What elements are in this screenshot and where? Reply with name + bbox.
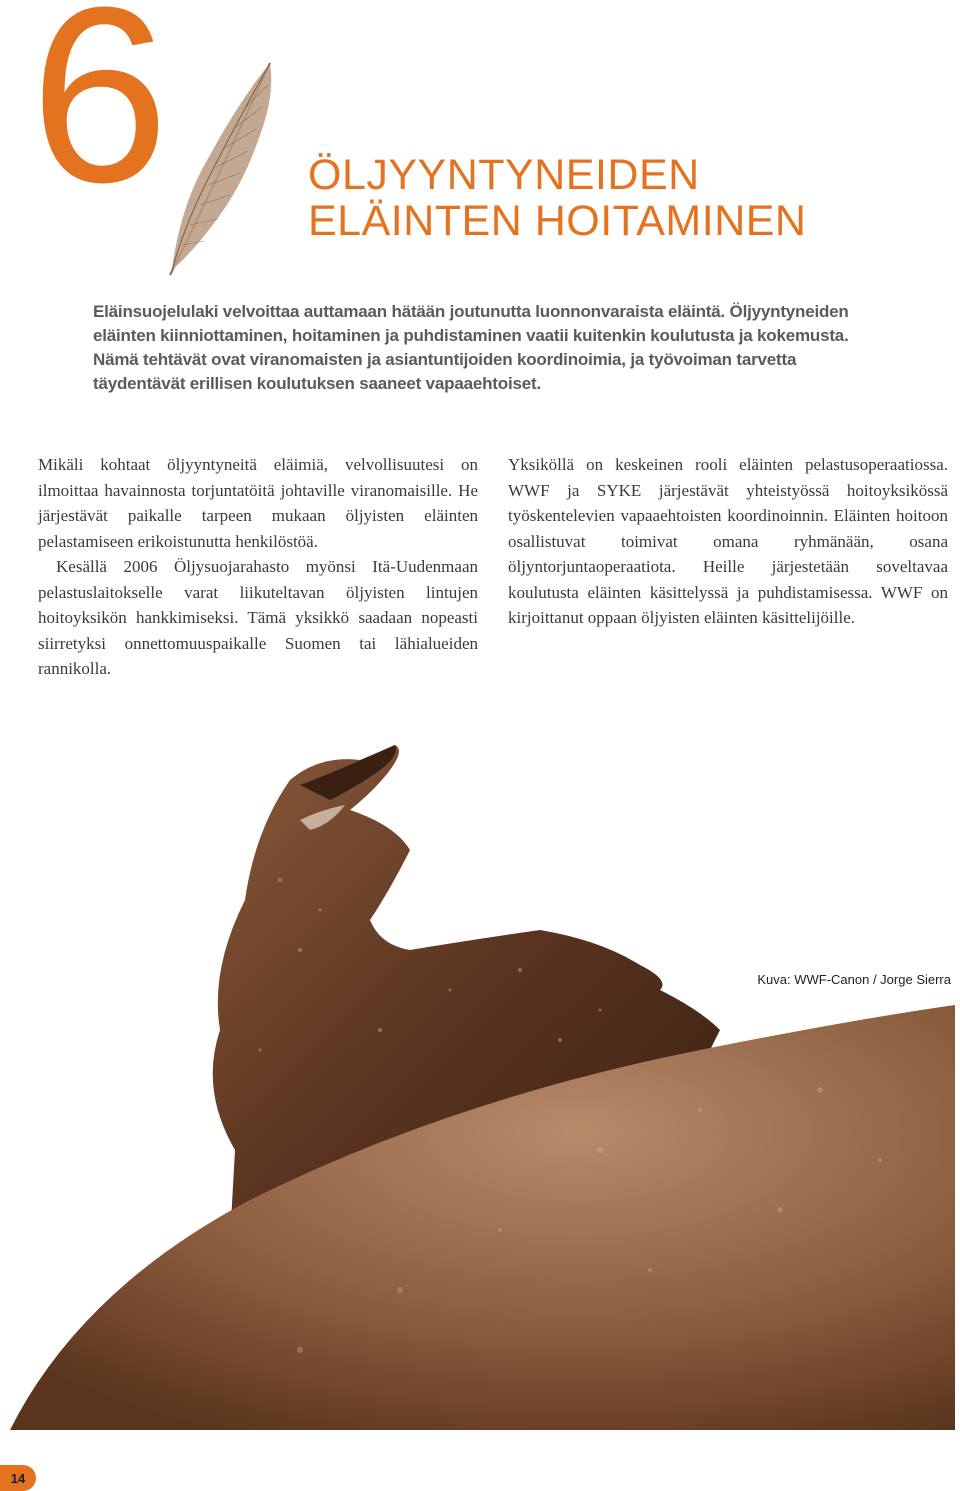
title-line-1: ÖLJYYNTYNEIDEN: [308, 151, 700, 199]
body-paragraph: Mikäli kohtaat öljyyntyneitä eläimiä, velvollisuutesi on ilmoittaa havainnosta torjuntatöitä johtaville viranomaisille. He järjestävät paikalle tarpeen mukaan öljyisten eläinten pelastamiseen erikoistunutta henkilöstöä.: [38, 455, 478, 551]
lead-line: Eläinsuojelulaki velvoittaa auttamaan hätään joutunutta luonnonvaraista eläintä. Öljyyntyneiden: [93, 302, 849, 321]
page-number: 14: [0, 1465, 36, 1491]
body-column-left: [38, 452, 478, 682]
chapter-number: 6: [30, 0, 166, 234]
lead-line: eläinten kiinniottaminen, hoitaminen ja puhdistaminen vaatii kuitenkin koulutusta ja kokemusta.: [93, 326, 849, 345]
lead-line: Nämä tehtävät ovat viranomaisten ja asiantuntijoiden koordinoimia, ja työvoiman tarvetta: [93, 350, 797, 369]
oiled-bird-photo: [0, 730, 960, 1440]
title-line-2: ELÄINTEN HOITAMINEN: [308, 197, 807, 245]
body-paragraph: Yksiköllä on keskeinen rooli eläinten pelastusoperaatiossa. WWF ja SYKE järjestävät yhteistyössä hoitoyksikössä työskentelevien vapaaehtoisten koordinoinnin. Eläinten hoitoon osallistuvat toimivat omana ryhmänään, osana öljyntorjuntaoperaatiota. Heille järjestetään soveltavaa koulutusta eläinten käsittelyssä ja puhdistamisessa. WWF on kirjoittanut oppaan öljyisten eläinten käsittelijöille.: [508, 455, 948, 627]
lead-paragraph: [93, 300, 913, 396]
feather-icon: [150, 55, 290, 280]
photo-credit: Kuva: WWF-Canon / Jorge Sierra: [757, 972, 951, 987]
lead-line: täydentävät erillisen koulutuksen saaneet vapaaehtoiset.: [93, 374, 541, 393]
body-paragraph: Kesällä 2006 Öljysuojarahasto myönsi Itä-Uudenmaan pelastuslaitokselle varat liikuteltavan öljyisten lintujen hoitoyksikön hankkimiseksi. Tämä yksikkö saadaan nopeasti siirretyksi onnettomuuspaikalle Suomen tai lähialueiden rannikolla.: [38, 557, 478, 678]
chapter-title: [308, 152, 806, 244]
body-column-right: [508, 452, 948, 631]
